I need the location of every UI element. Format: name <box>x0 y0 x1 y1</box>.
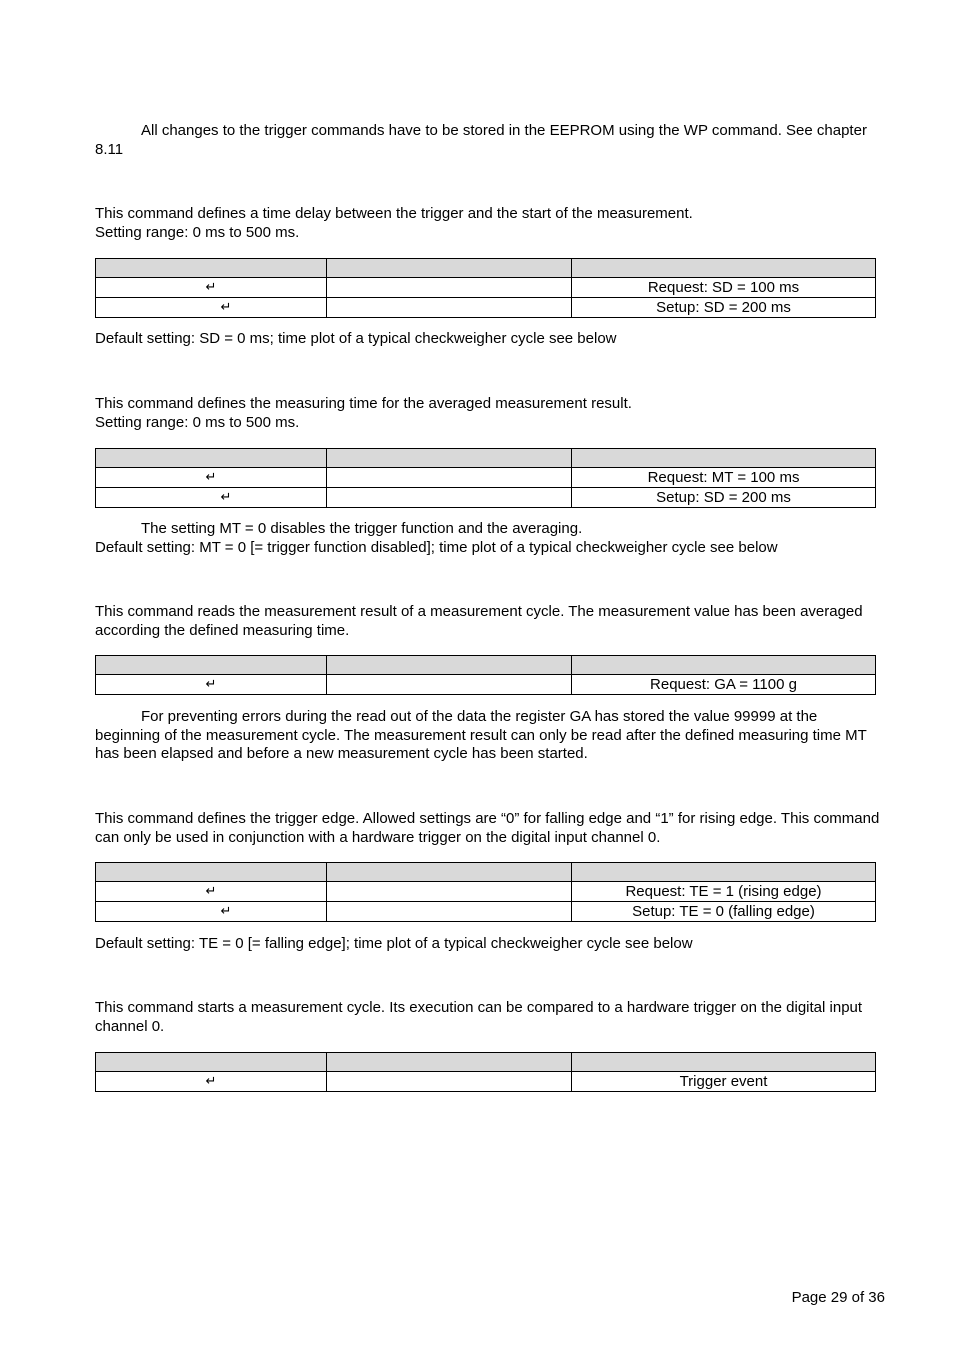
return-icon: ↵ <box>205 677 217 692</box>
mt-description <box>95 395 880 432</box>
table-row <box>96 675 876 695</box>
table-cell-description: Request: MT = 100 ms <box>572 468 876 488</box>
mt-command-table <box>95 448 876 508</box>
table-cell-description: Request: GA = 1100 g <box>572 675 876 695</box>
table-row <box>96 298 876 318</box>
ga-command-table <box>95 655 876 695</box>
sd-description <box>95 205 880 242</box>
return-icon: ↵ <box>205 884 217 899</box>
table-row <box>96 902 876 922</box>
table-row <box>96 1072 876 1092</box>
sd-command-table <box>95 258 876 318</box>
sd-description-line1: This command defines a time delay between the trigger and the start of the measurement. <box>95 205 693 222</box>
mt-description-line1: This command defines the measuring time for the averaged measurement result. <box>95 395 632 412</box>
return-icon: ↵ <box>220 490 232 505</box>
table-header-row <box>96 1053 876 1072</box>
table-header-row <box>96 656 876 675</box>
table-cell-description: Setup: SD = 200 ms <box>572 298 876 318</box>
sd-description-line2: Setting range: 0 ms to 500 ms. <box>95 223 300 241</box>
return-icon: ↵ <box>220 300 232 315</box>
trigger-command-table <box>95 1052 876 1092</box>
mt-description-line2: Setting range: 0 ms to 500 ms. <box>95 413 300 431</box>
ga-note: For preventing errors during the read out of the data the register GA has stored the value 99999 at the beginning of the measurement cycle. The measurement result can only be read after the defined measuring time MT has been elapsed and before a new measurement cycle has been started. <box>95 708 867 762</box>
table-cell-description: Setup: SD = 200 ms <box>572 488 876 508</box>
te-description: This command defines the trigger edge. Allowed settings are “0” for falling edge and “1” for rising edge. This command can only be used in conjunction with a hardware trigger on the digital input channel 0. <box>95 810 880 846</box>
te-command-table <box>95 862 876 922</box>
return-icon: ↵ <box>205 470 217 485</box>
intro-paragraph: All changes to the trigger commands have to be stored in the EEPROM using the WP command. See chapter 8.11 <box>95 122 867 158</box>
te-note: Default setting: TE = 0 [= falling edge]; time plot of a typical checkweigher cycle see below <box>95 935 693 952</box>
table-cell-description: Request: SD = 100 ms <box>572 278 876 298</box>
trigger-description: This command starts a measurement cycle. Its execution can be compared to a hardware trigger on the digital input channel 0. <box>95 999 863 1035</box>
table-cell-description: Setup: TE = 0 (falling edge) <box>572 902 876 922</box>
table-row <box>96 468 876 488</box>
sd-note: Default setting: SD = 0 ms; time plot of a typical checkweigher cycle see below <box>95 330 617 347</box>
table-header-row <box>96 259 876 278</box>
table-row <box>96 278 876 298</box>
return-icon: ↵ <box>220 904 232 919</box>
mt-note-indent: The setting MT = 0 disables the trigger function and the averaging. <box>141 520 583 537</box>
mt-note <box>95 520 880 557</box>
table-header-row <box>96 863 876 882</box>
table-row <box>96 488 876 508</box>
table-cell-description: Request: TE = 1 (rising edge) <box>572 882 876 902</box>
mt-note-default: Default setting: MT = 0 [= trigger function disabled]; time plot of a typical checkweigher cycle see below <box>95 538 778 556</box>
page-number: Page 29 of 36 <box>791 1289 885 1306</box>
table-cell-description: Trigger event <box>572 1072 876 1092</box>
return-icon: ↵ <box>205 1074 217 1089</box>
ga-description: This command reads the measurement result of a measurement cycle. The measurement value has been averaged according the defined measuring time. <box>95 603 863 639</box>
table-row <box>96 882 876 902</box>
return-icon: ↵ <box>205 280 217 295</box>
table-header-row <box>96 449 876 468</box>
